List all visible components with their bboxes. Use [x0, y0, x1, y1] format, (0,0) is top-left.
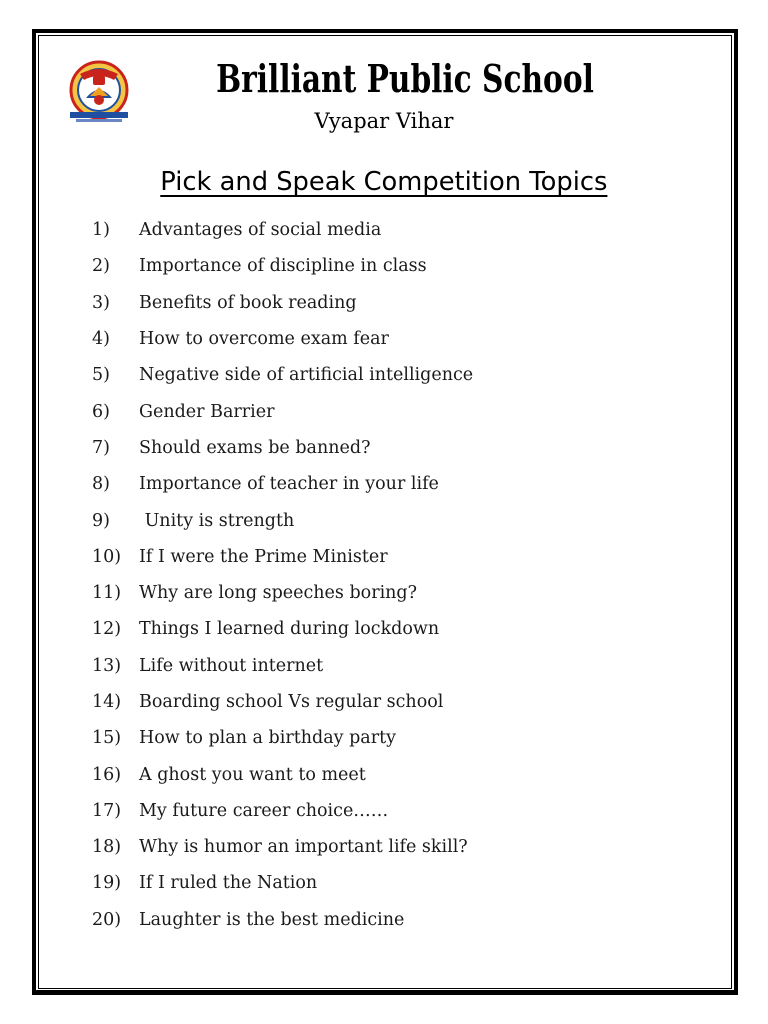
topic-text: Why are long speeches boring?	[139, 583, 418, 604]
list-item	[92, 648, 712, 684]
topic-number: 18)	[92, 837, 122, 858]
list-item	[92, 321, 712, 357]
topic-text: Why is humor an important life skill?	[139, 837, 468, 858]
topic-number: 3)	[92, 292, 110, 313]
topic-text: Unity is strength	[139, 510, 295, 531]
topic-number: 17)	[92, 800, 122, 821]
document-title	[0, 164, 768, 200]
school-name: Brilliant Public School	[216, 56, 594, 101]
topic-text: Benefits of book reading	[139, 292, 357, 313]
list-item	[92, 539, 712, 575]
topic-text: If I were the Prime Minister	[139, 546, 388, 567]
list-item	[92, 285, 712, 321]
topic-number: 13)	[92, 655, 122, 676]
topic-text: How to plan a birthday party	[139, 728, 397, 749]
topic-text: Boarding school Vs regular school	[139, 692, 444, 712]
topic-text: Negative side of artificial intelligence	[139, 365, 474, 386]
topic-text: A ghost you want to meet	[139, 764, 366, 785]
list-item	[92, 611, 712, 647]
list-item	[92, 248, 712, 284]
list-item	[92, 720, 712, 756]
topic-number: 9)	[92, 510, 110, 531]
list-item	[92, 902, 712, 938]
list-item	[92, 793, 712, 829]
list-item	[92, 756, 712, 792]
list-item	[92, 502, 712, 538]
list-item	[92, 357, 712, 393]
topic-text: Gender Barrier	[139, 401, 275, 422]
topic-number: 7)	[92, 437, 110, 458]
topic-number: 10)	[92, 546, 122, 567]
list-item	[92, 684, 712, 720]
topic-text: My future career choice……	[139, 800, 389, 821]
list-item	[92, 212, 712, 248]
topic-text: Things I learned during lockdown	[139, 619, 440, 640]
topic-number: 6)	[92, 401, 110, 422]
list-item	[92, 393, 712, 429]
topic-text: Advantages of social media	[139, 220, 382, 241]
list-item	[92, 829, 712, 865]
topic-number: 8)	[92, 474, 110, 495]
topic-number: 12)	[92, 619, 122, 640]
topic-text: Laughter is the best medicine	[139, 909, 405, 930]
topics-list	[92, 212, 712, 938]
topic-text: If I ruled the Nation	[139, 873, 318, 894]
topic-text: Importance of discipline in class	[139, 256, 427, 277]
topic-text: How to overcome exam fear	[139, 329, 389, 350]
topic-number: 20)	[92, 909, 122, 930]
topic-number: 19)	[92, 873, 122, 894]
topic-number: 11)	[92, 583, 122, 604]
list-item	[92, 575, 712, 611]
topic-number: 4)	[92, 329, 110, 350]
topic-number: 15)	[92, 728, 122, 749]
topic-text: Importance of teacher in your life	[139, 474, 439, 495]
topic-number: 2)	[92, 256, 110, 277]
topic-text: Should exams be banned?	[139, 437, 371, 458]
list-item	[92, 865, 712, 901]
list-item	[92, 430, 712, 466]
document-title-text: Pick and Speak Competition Topics	[160, 167, 608, 197]
list-item	[92, 466, 712, 502]
school-location-text: Vyapar Vihar	[314, 109, 454, 133]
topic-number: 5)	[92, 365, 110, 386]
topic-number: 14)	[92, 692, 122, 712]
topic-number: 16)	[92, 764, 122, 785]
topic-text: Life without internet	[139, 655, 324, 676]
topic-number: 1)	[92, 220, 110, 241]
school-location	[0, 107, 768, 135]
